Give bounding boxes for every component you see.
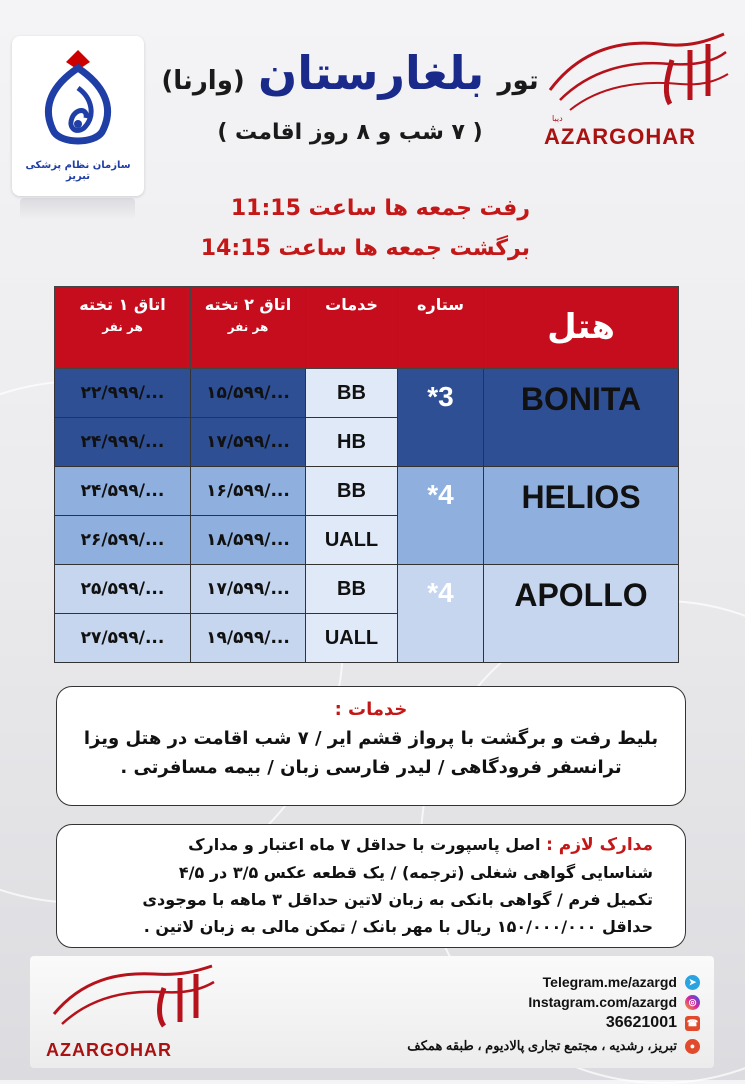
telegram-link[interactable]: Telegram.me/azargd (542, 974, 677, 990)
single-price: ۲۲/۹۹۹/... (55, 369, 191, 418)
brand-tiny-label: دیبا (552, 114, 563, 123)
page-subtitle: ( ۷ شب و ۸ روز اقامت ) (217, 120, 483, 145)
phone-contact[interactable] (606, 1014, 700, 1032)
double-price: ۱۷/۵۹۹/... (191, 565, 306, 614)
documents-line-4: حداقل ۱۵۰/۰۰۰/۰۰۰ ریال با مهر بانک / تمکن مالی به زبان لاتین . (143, 917, 653, 936)
return-time: 14:15 (200, 236, 271, 261)
services-line-1: بلیط رفت و برگشت با پرواز قشم ایر / ۷ شب اقامت در هتل ویزا (83, 728, 659, 749)
documents-box (56, 824, 686, 948)
services-title: خدمات : (334, 699, 408, 720)
header-double-per-person: هر نفر (227, 320, 269, 334)
table-row (55, 467, 679, 516)
service-cell: UALL (306, 614, 398, 663)
return-label: برگشت جمعه ها ساعت (278, 236, 530, 261)
hotel-name: HELIOS (484, 467, 679, 565)
phone-number[interactable]: 36621001 (605, 1014, 677, 1031)
telegram-contact[interactable] (543, 974, 700, 990)
service-cell: BB (306, 467, 398, 516)
service-cell: HB (306, 418, 398, 467)
documents-line-1 (57, 831, 685, 859)
hotel-star: 3* (398, 369, 484, 467)
double-price: ۱۶/۵۹۹/... (191, 467, 306, 516)
address-contact (407, 1038, 700, 1054)
single-price: ۲۷/۵۹۹/... (55, 614, 191, 663)
brand-latin: AZARGOHAR (544, 124, 696, 149)
single-price: ۲۴/۵۹۹/... (55, 467, 191, 516)
hotel-star: 4* (398, 565, 484, 663)
instagram-contact[interactable] (528, 994, 700, 1010)
single-price: ۲۶/۵۹۹/... (55, 516, 191, 565)
instagram-link[interactable]: Instagram.com/azargd (528, 994, 677, 1010)
hotel-star: 4* (398, 467, 484, 565)
header-single (55, 287, 191, 369)
table-row (55, 565, 679, 614)
header-double-label: اتاق ۲ تخته (204, 295, 292, 314)
documents-line-3: تکمیل فرم / گواهی بانکی به زبان لاتین حداقل ۳ ماهه با موجودی (142, 890, 653, 909)
azargohar-brand (540, 30, 730, 160)
table-header-row (55, 287, 679, 369)
phone-icon: ☎ (685, 1016, 700, 1031)
header-hotel: هتل (484, 287, 679, 369)
double-price: ۱۹/۵۹۹/... (191, 614, 306, 663)
table-row (55, 369, 679, 418)
instagram-icon: ◎ (685, 995, 700, 1010)
services-line-2: ترانسفر فرودگاهی / لیدر فارسی زبان / بیمه مسافرتی . (120, 757, 622, 778)
return-time-line (200, 236, 530, 261)
azargohar-script-logo-icon (540, 30, 730, 120)
documents-label: مدارک لازم : (546, 835, 653, 855)
services-box (56, 686, 686, 806)
single-price: ۲۵/۵۹۹/... (55, 565, 191, 614)
address-text: تبریز، رشدیه ، مجتمع تجاری پالادیوم ، طبقه همکف (407, 1038, 677, 1053)
title-prefix: تور (497, 66, 539, 96)
location-pin-icon: ● (685, 1039, 700, 1054)
service-cell: UALL (306, 516, 398, 565)
departure-time: 11:15 (230, 196, 301, 221)
telegram-icon: ➤ (685, 975, 700, 990)
header-double (191, 287, 306, 369)
documents-line-2: شناسایی گواهی شغلی (ترجمه) / یک قطعه عکس ۳/۵ در ۴/۵ (178, 863, 653, 882)
footer (30, 956, 714, 1068)
azargohar-script-logo-icon (46, 962, 216, 1038)
logo-caption: سازمان نظام پزشکی تبریز (25, 160, 131, 182)
double-price: ۱۸/۵۹۹/... (191, 516, 306, 565)
departure-label: رفت جمعه ها ساعت (308, 196, 530, 221)
logo-reflection (20, 198, 135, 220)
title-suffix: (وارنا) (161, 66, 245, 96)
header-services: خدمات (306, 287, 398, 369)
single-price: ۲۴/۹۹۹/... (55, 418, 191, 467)
double-price: ۱۵/۵۹۹/... (191, 369, 306, 418)
hotel-name: BONITA (484, 369, 679, 467)
header-single-label: اتاق ۱ تخته (79, 295, 166, 314)
double-price: ۱۷/۵۹۹/... (191, 418, 306, 467)
departure-time-line (200, 196, 530, 221)
medical-council-emblem-icon (32, 44, 124, 154)
hotel-name: APOLLO (484, 565, 679, 663)
hotel-price-table (54, 286, 679, 663)
title-main: بلغارستان (257, 46, 485, 100)
service-cell: BB (306, 369, 398, 418)
footer-brand-latin: AZARGOHAR (46, 1040, 172, 1060)
footer-brand (46, 962, 216, 1062)
header-star: ستاره (398, 287, 484, 369)
header-single-per-person: هر نفر (102, 320, 143, 334)
documents-line-1-text: اصل پاسپورت با حداقل ۷ ماه اعتبار و مدارک (188, 835, 541, 854)
medical-council-logo (12, 36, 144, 196)
page-title (150, 46, 550, 100)
service-cell: BB (306, 565, 398, 614)
